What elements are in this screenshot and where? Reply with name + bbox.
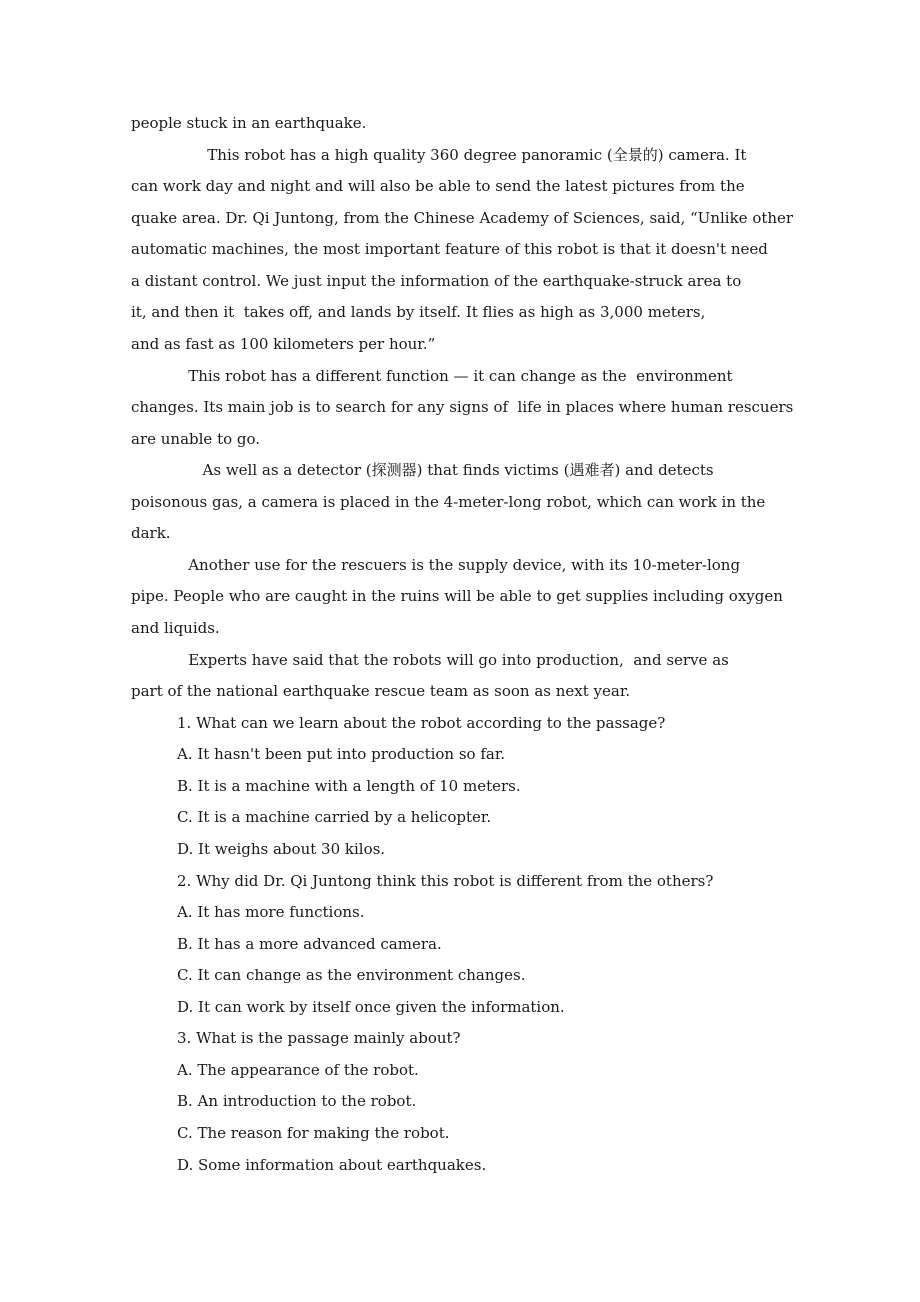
- question-stem: 1. What can we learn about the robot according to the passage?: [177, 714, 666, 732]
- passage-line: can work day and night and will also be able to send the latest pictures from the: [131, 177, 745, 195]
- passage-line: This robot has a high quality 360 degree panoramic (全景的) camera. It: [131, 146, 747, 164]
- passage-line: pipe. People who are caught in the ruins will be able to get supplies including oxygen: [131, 587, 783, 605]
- answer-option: A. It hasn't been put into production so far.: [177, 745, 506, 763]
- passage-line: quake area. Dr. Qi Juntong, from the Chinese Academy of Sciences, said, “Unlike other: [131, 209, 794, 227]
- passage-line: automatic machines, the most important feature of this robot is that it doesn't need: [131, 240, 768, 258]
- passage-line: poisonous gas, a camera is placed in the 4-meter-long robot, which can work in the: [131, 493, 766, 511]
- answer-option: A. The appearance of the robot.: [177, 1061, 419, 1079]
- answer-option: D. It weighs about 30 kilos.: [177, 840, 386, 858]
- question-stem: 3. What is the passage mainly about?: [177, 1029, 461, 1047]
- passage-line: dark.: [131, 524, 171, 542]
- passage-line: part of the national earthquake rescue team as soon as next year.: [131, 682, 631, 700]
- passage-line: and liquids.: [131, 619, 220, 637]
- passage-line: This robot has a different function — it can change as the environment: [131, 367, 733, 385]
- passage-line: changes. Its main job is to search for any signs of life in places where human rescuers: [131, 398, 794, 416]
- passage-line: Another use for the rescuers is the supply device, with its 10-meter-long: [131, 556, 741, 574]
- answer-option: D. It can work by itself once given the information.: [177, 998, 565, 1016]
- passage-line: people stuck in an earthquake.: [131, 114, 367, 132]
- answer-option: D. Some information about earthquakes.: [177, 1156, 487, 1174]
- answer-option: B. An introduction to the robot.: [177, 1092, 417, 1110]
- answer-option: B. It is a machine with a length of 10 meters.: [177, 777, 521, 795]
- answer-option: C. It is a machine carried by a helicopter.: [177, 808, 492, 826]
- passage-line: it, and then it takes off, and lands by itself. It flies as high as 3,000 meters,: [131, 303, 706, 321]
- passage-line: a distant control. We just input the information of the earthquake-struck area to: [131, 272, 742, 290]
- answer-option: A. It has more functions.: [177, 903, 365, 921]
- passage-line: Experts have said that the robots will go into production, and serve as: [131, 651, 729, 669]
- answer-option: C. The reason for making the robot.: [177, 1124, 450, 1142]
- answer-option: B. It has a more advanced camera.: [177, 935, 442, 953]
- passage-line: As well as a detector (探测器) that finds victims (遇难者) and detects: [131, 461, 714, 479]
- passage-line: and as fast as 100 kilometers per hour.”: [131, 335, 436, 353]
- answer-option: C. It can change as the environment changes.: [177, 966, 526, 984]
- passage-line: are unable to go.: [131, 430, 261, 448]
- question-stem: 2. Why did Dr. Qi Juntong think this robot is different from the others?: [177, 872, 714, 890]
